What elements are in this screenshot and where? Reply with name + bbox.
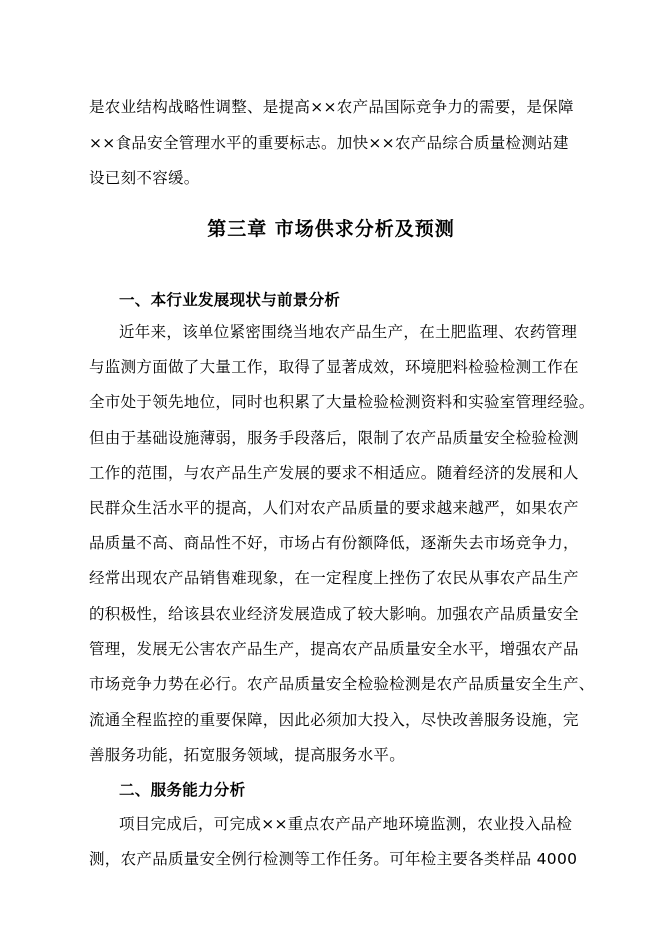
chapter-title: 第三章 市场供求分析及预测 bbox=[207, 218, 455, 240]
paragraph-line: 工作的范围，与农产品生产发展的要求不相适应。随着经济的发展和人 bbox=[89, 464, 579, 482]
paragraph-line: 项目完成后，可完成××重点农产品产地环境监测，农业投入品检 bbox=[119, 815, 573, 833]
paragraph-line: 善服务功能，拓宽服务领域，提高服务水平。 bbox=[89, 746, 406, 764]
paragraph-line: 管理，发展无公害农产品生产，提高农产品质量安全水平，增强农产品 bbox=[89, 640, 579, 658]
intro-line: ××食品安全管理水平的重要标志。加快××农产品综合质量检测站建 bbox=[89, 134, 569, 152]
paragraph-line: 民群众生活水平的提高，人们对农产品质量的要求越来越严，如果农产 bbox=[89, 499, 579, 517]
paragraph-line: 全市处于领先地位，同时也积累了大量检验检测资料和实验室管理经验。 bbox=[89, 393, 595, 411]
paragraph-line: 流通全程监控的重要保障，因此必须加大投入，尽快改善服务设施，完 bbox=[89, 711, 579, 729]
paragraph-line: 经常出现农产品销售难现象，在一定程度上挫伤了农民从事农产品生产 bbox=[89, 569, 579, 587]
paragraph-line: 测，农产品质量安全例行检测等工作任务。可年检主要各类样品 4000 bbox=[89, 850, 578, 868]
paragraph-line: 但由于基础设施薄弱，服务手段落后，限制了农产品质量安全检验检测 bbox=[89, 429, 579, 447]
intro-line: 设已刻不容缓。 bbox=[89, 169, 200, 187]
section-1-title: 一、本行业发展现状与前景分析 bbox=[119, 291, 341, 309]
paragraph-line: 品质量不高、商品性不好，市场占有份额降低，逐渐失去市场竞争力， bbox=[89, 534, 579, 552]
section-2-title: 二、服务能力分析 bbox=[119, 781, 246, 799]
intro-line: 是农业结构战略性调整、是提高××农产品国际竞争力的需要，是保障 bbox=[89, 98, 574, 116]
paragraph-line: 的积极性，给该县农业经济发展造成了较大影响。加强农产品质量安全 bbox=[89, 605, 579, 623]
paragraph-line: 与监测方面做了大量工作，取得了显著成效，环境肥料检验检测工作在 bbox=[89, 358, 579, 376]
paragraph-line: 市场竞争力势在必行。农产品质量安全检验检测是农产品质量安全生产、 bbox=[89, 675, 595, 693]
paragraph-line: 近年来，该单位紧密围绕当地农产品生产，在土肥监理、农药管理 bbox=[119, 323, 578, 341]
